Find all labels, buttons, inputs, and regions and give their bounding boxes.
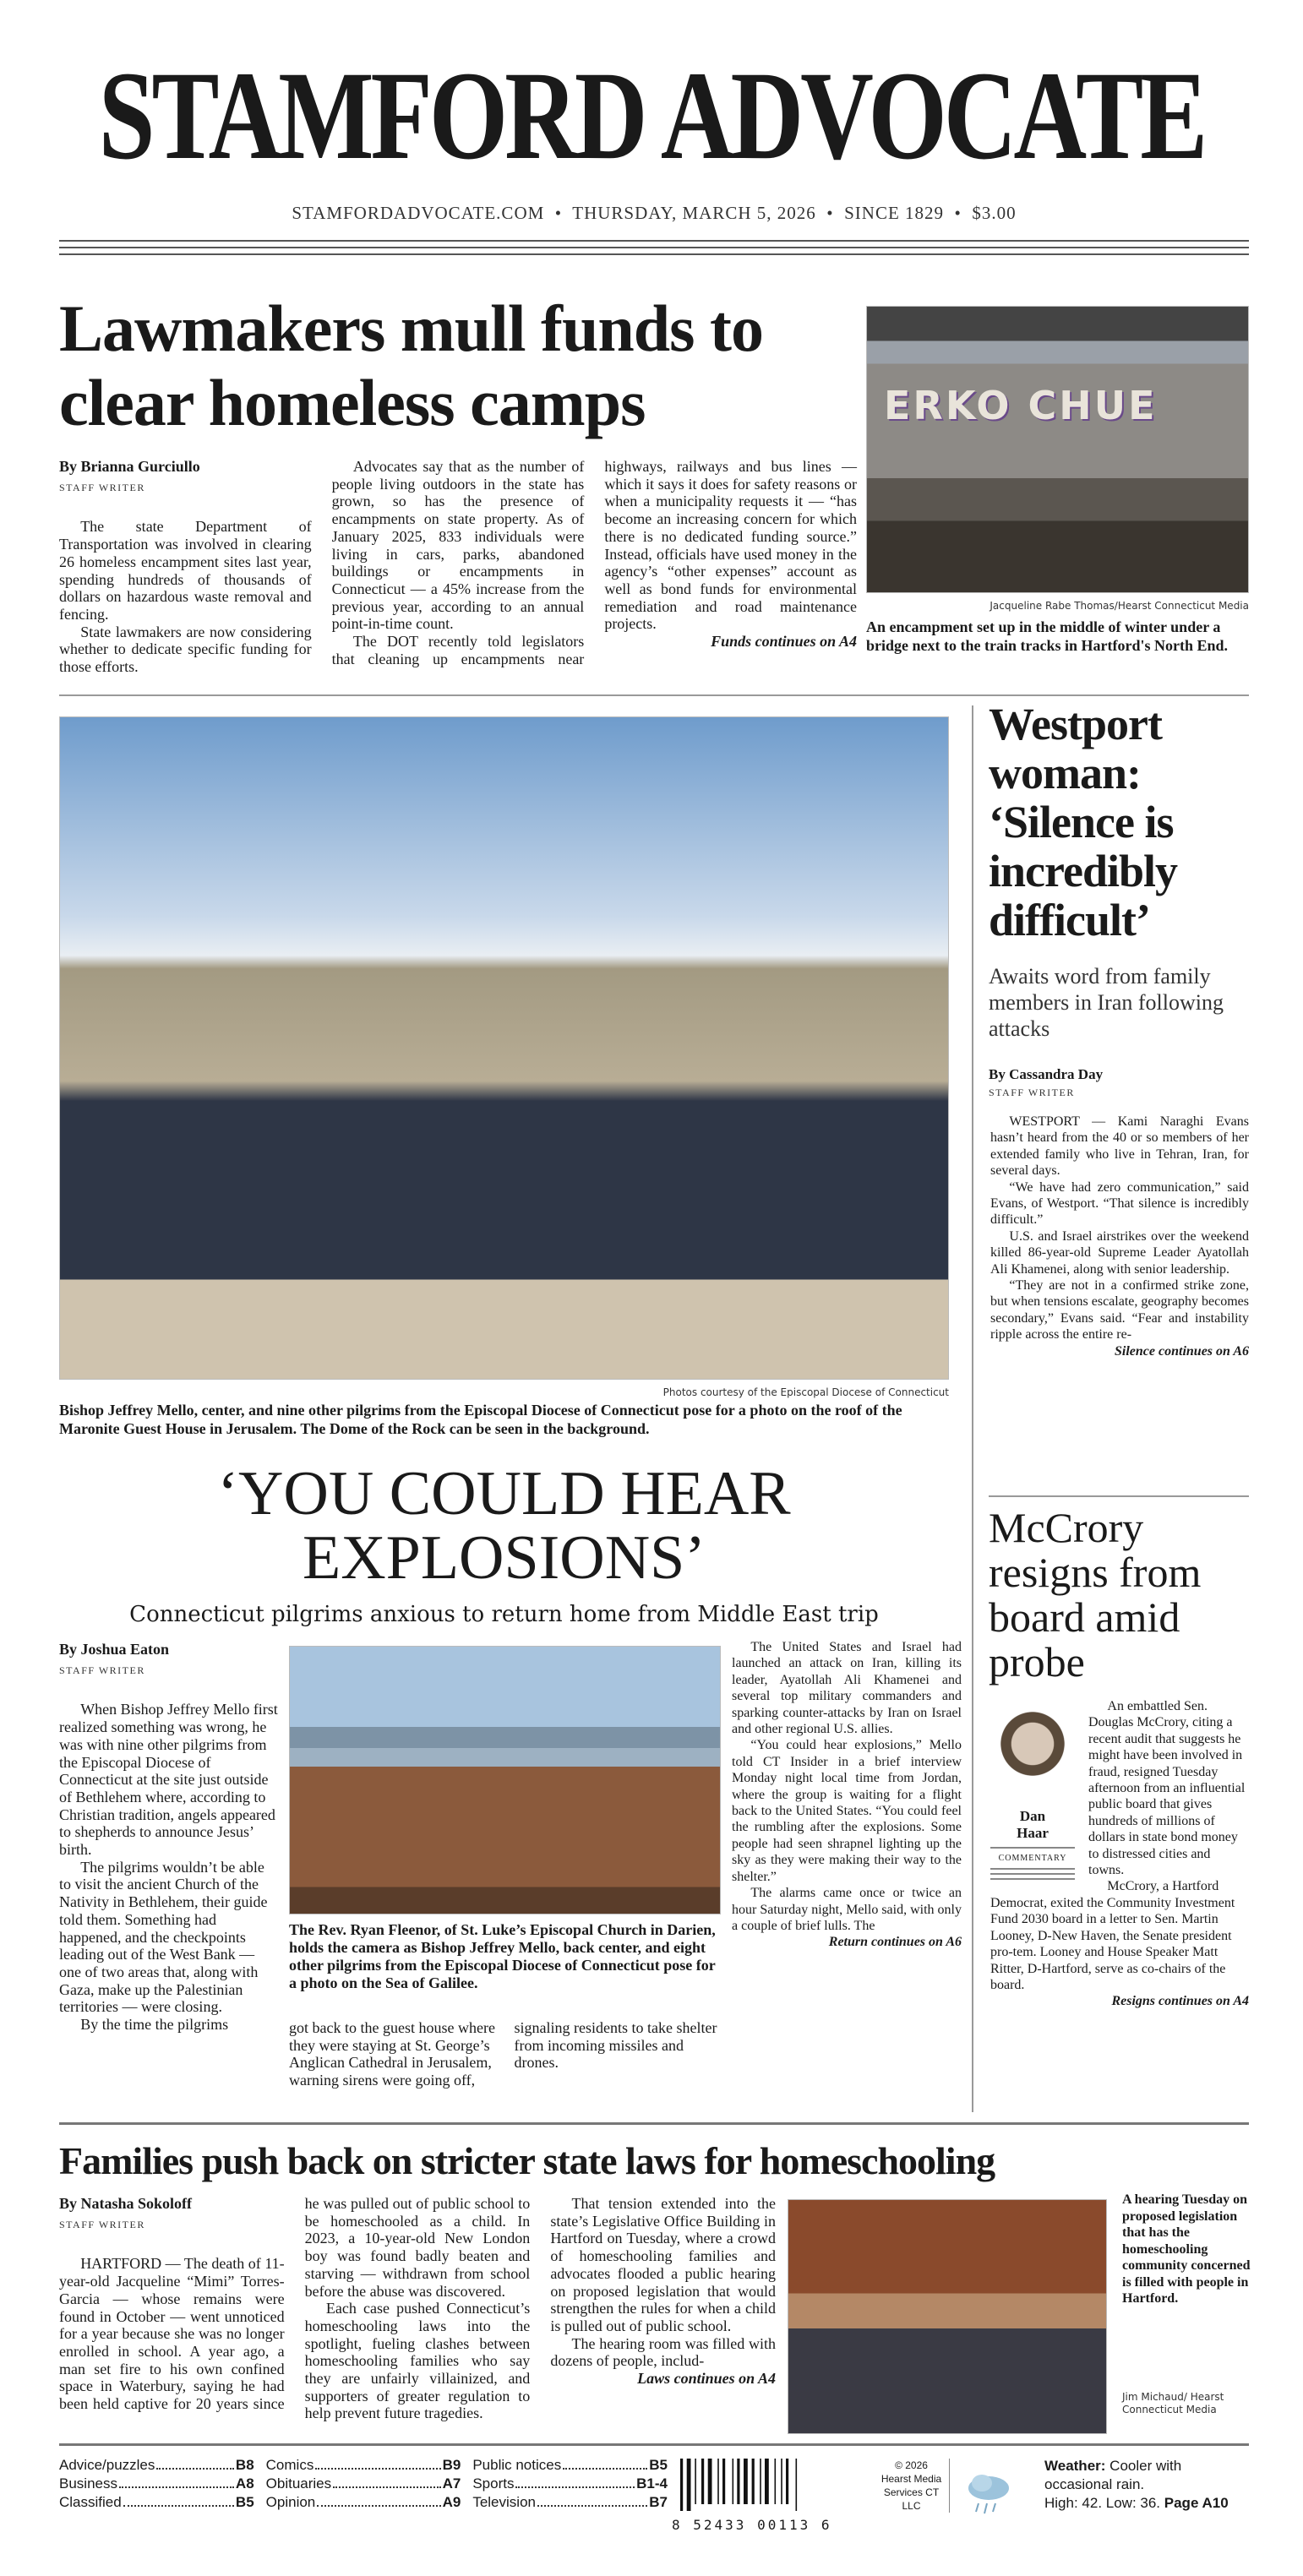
graffiti: ERKO CHUE [884, 383, 1158, 428]
homeschool-body: By Natasha Sokoloff STAFF WRITER HARTFORD — The death of 11-year-old Jacqueline “Mimi” Torres-Garcia — whose remains were found in October — went unnoticed for a year because she was no longer enrolled in school. A year ago, a man set fire to his own confined space in Waterbury, saying he had been held captive for 20 years since he was pulled out of public school to be homeschooled as a child. In 2023, a 10-year-old New London boy was found badly beaten and starving — withdrawn from school before the abuse was discovered. Each case pushed Connecticut’s homeschooling laws into the spotlight, fueling clashes between homeschooling families who say they are unfairly villainized, and supporters of greater regulation to help prevent future tragedies. That tension extended into the state’s Legislative Office Building in Hartford on Tuesday, where a crowd of homeschooling families and advocates flooded a public hearing on proposed legislation that would strengthen the rules for when a child is pulled out of public school. The hearing room was filled with dozens of people, includ- Laws continues on A4 [59, 2195, 776, 2422]
section-index [59, 2456, 668, 2512]
photo-credit: Jacqueline Rabe Thomas/Hearst Connecticut Media [990, 600, 1249, 612]
barcode-bar [765, 2459, 769, 2504]
photo-caption: An encampment set up in the middle of winter under a bridge next to the train tracks in Hartford's North End. [866, 618, 1228, 654]
index-item[interactable]: Classified B5 [59, 2494, 254, 2510]
divider [59, 247, 1249, 248]
westport-headline[interactable]: Westport woman: ‘Silence is incredibly difficult’ [989, 699, 1178, 945]
pilgrims-body-col2: got back to the guest house where they were staying at St. George’s Anglican Cathedral in Jerusalem, warning sirens were going off, signaling residents to take shelter from incoming missiles and drones. [289, 2019, 717, 2089]
jump-link[interactable]: Resigns continues on A4 [1111, 1994, 1249, 2009]
divider [989, 1495, 1249, 1497]
lead-body: By Brianna Gurciullo STAFF WRITER The state Department of Transportation was involved in clearing 26 homeless encampment sites last year, spending hundreds of thousands of dollars on hazardous waste removal and fencing. State lawmakers are now considering whether to dedicate specific funding for those efforts. Advocates say that as the number of people living outdoors in the state has grown, so has the presence of encampments on state property. As of January 2025, 833 individuals were living in cars, parks, abandoned buildings or encampments in Connecticut — a 45% increase from the previous year, according to an annual point-in-time count. The DOT recently told legislators that cleaning up encampments near highways, railways and bus lines — which it says it does for safety reasons or when a municipality requests it — “has become an increasing concern for which there is no dedicated funding source.” Instead, officials have used money in the agency’s “other expenses” account as well as bond funds for environmental remediation and road maintenance projects. Funds continues on A4 [59, 458, 857, 676]
byline-role: STAFF WRITER [59, 1664, 145, 1676]
divider [59, 253, 1249, 255]
pilgrims-headline[interactable]: ‘YOU COULD HEAR EXPLOSIONS’ [217, 1459, 791, 1593]
pilgrims-photo[interactable] [59, 716, 949, 1380]
index-item[interactable]: Television B7 [472, 2494, 668, 2510]
boat-photo[interactable] [289, 1646, 721, 1914]
byline-box [59, 458, 312, 496]
barcode-bar [717, 2459, 719, 2504]
byline-box [59, 2195, 285, 2233]
divider [59, 2443, 1249, 2446]
barcode-bar [687, 2459, 691, 2511]
byline: By Cassandra Day [989, 1066, 1104, 1082]
mccrory-story: Dan Haar COMMENTARY An embattled Sen. Douglas McCrory, citing a recent audit that suggests he might have been involved in fraud, resigned Tuesday afternoon from an influential public board that gives hundreds of millions of dollars in state bond money to distressed cities and towns. McCrory, a Hartford Democrat, exited the Community Investment Fund 2030 board in a letter to Sen. Martin Looney, D-New Haven, the Senate president pro-tem. Looney and House Speaker Matt Ritter, D-Hartford, serve as co-chairs of the board. Resigns continues on A4 [990, 1699, 1249, 2009]
price: $3.00 [972, 203, 1017, 223]
barcode-bar [796, 2459, 798, 2511]
byline: By Brianna Gurciullo [59, 458, 200, 475]
encampment-photo[interactable] [866, 306, 1249, 593]
lead-headline[interactable]: Lawmakers mull funds to clear homeless camps [59, 291, 763, 439]
jump-link[interactable]: Funds continues on A4 [711, 633, 857, 651]
columnist-name: Dan Haar [1017, 1808, 1049, 1841]
copyright: © 2026 Hearst Media Services CT LLC [879, 2459, 950, 2513]
byline-box [59, 1641, 279, 1679]
barcode-bar [733, 2459, 734, 2504]
index-item[interactable]: Advice/puzzles B8 [59, 2457, 254, 2473]
barcode-bar [744, 2459, 748, 2504]
barcode-bar [781, 2459, 782, 2504]
byline-role: STAFF WRITER [59, 481, 145, 493]
index-item[interactable]: Public notices B5 [472, 2457, 668, 2473]
columnist-box [990, 1698, 1075, 1880]
index-item[interactable]: Obituaries A7 [265, 2475, 461, 2492]
byline-role: STAFF WRITER [989, 1086, 1075, 1098]
barcode-bar [786, 2459, 788, 2504]
columnist-avatar [990, 1698, 1075, 1800]
column-divider [972, 705, 973, 2112]
weather-page-link[interactable]: Page A10 [1164, 2495, 1229, 2511]
jump-link[interactable]: Silence continues on A6 [1115, 1343, 1249, 1359]
pilgrims-body-col3: The United States and Israel had launched an attack on Iran, killing its leader, Ayatollah Ali Khamenei and several top military commanders and sparking counter-attacks by Iran on Israel and other regional U.S. allies. “You could hear explosions,” Mello told CT Insider in a brief interview Monday night local time from Jordan, where the group is waiting for a flight back to the United States. “You could feel the rumbling after the explosions. Some people had seen shrapnel lighting up the sky as they were making their way to the shelter.” The alarms came once or twice an hour Saturday night, Mello said, with only a couple of brief lulls. The Return continues on A6 [732, 1640, 962, 1950]
barcode-digits: 8 52433 00113 6 [672, 2517, 832, 2533]
homeschool-headline[interactable]: Families push back on stricter state laws for homeschooling [59, 2139, 995, 2182]
jump-link[interactable]: Laws continues on A4 [637, 2370, 776, 2388]
barcode [672, 2459, 866, 2533]
byline-role: STAFF WRITER [59, 2218, 145, 2230]
hearing-photo[interactable] [788, 2199, 1107, 2434]
index-item[interactable]: Business A8 [59, 2475, 254, 2492]
barcode-bar [680, 2459, 683, 2511]
photo-credit: Jim Michaud/ Hearst Connecticut Media [1122, 2391, 1224, 2415]
westport-body: WESTPORT — Kami Naraghi Evans hasn’t heard from the 40 or so members of her extended family who live in Tehran, Iran, for several days. “We have had zero communication,” said Evans, of Westport. “That silence is incredibly difficult.” U.S. and Israel airstrikes over the weekend killed 86-year-old Supreme Leader Ayatollah Ali Khamenei, along with senior leadership. “They are not in a confirmed strike zone, but when tensions escalate, geography becomes secondary,” Evans said. “Fear and instability ripple across the entire re- Silence continues on A6 [990, 1114, 1249, 1359]
photo-caption: A hearing Tuesday on proposed legislation that has the homeschooling community concerned is filled with people in Hartford. [1122, 2192, 1251, 2306]
photo-credit: Photos courtesy of the Episcopal Diocese of Connecticut [662, 1386, 949, 1398]
barcode-bar [695, 2459, 696, 2504]
barcode-bar [708, 2459, 712, 2504]
barcode-bar [775, 2459, 777, 2504]
site-link[interactable]: STAMFORDADVOCATE.COM [292, 203, 545, 223]
masthead-title: STAMFORD ADVOCATE [98, 46, 1205, 186]
index-item[interactable]: Opinion A9 [265, 2494, 461, 2510]
pilgrims-body-col1: By Joshua Eaton STAFF WRITER When Bishop Jeffrey Mello first realized something was wrong, he was with nine other pilgrims from the Episcopal Diocese of Connecticut at the site just outside of Bethlehem where, according to Christian tradition, angels appeared to shepherds to announce Jesus’ birth. The pilgrims wouldn’t be able to visit the ancient Church of the Nativity in Bethlehem, their guide told them. Something had happened, and the checkpoints leading out of the West Bank — one of two areas that, along with Gaza, make up the Palestinian territories — were closing. By the time the pilgrims [59, 1641, 278, 2034]
edition-date: THURSDAY, MARCH 5, 2026 [572, 203, 816, 223]
westport-deck: Awaits word from family members in Iran following attacks [989, 964, 1224, 1041]
index-item[interactable]: Sports B1-4 [472, 2475, 668, 2492]
pilgrims-deck: Connecticut pilgrims anxious to return home from Middle East trip [129, 1602, 879, 1627]
divider [59, 240, 1249, 242]
barcode-bar [760, 2459, 761, 2504]
mccrory-headline[interactable]: McCrory resigns from board amid probe [989, 1504, 1202, 1686]
barcode-bar [701, 2459, 704, 2504]
index-item[interactable]: Comics B9 [265, 2457, 461, 2473]
byline: By Natasha Sokoloff [59, 2195, 193, 2212]
jump-link[interactable]: Return continues on A6 [828, 1935, 962, 1950]
photo-caption: Bishop Jeffrey Mello, center, and nine other pilgrims from the Episcopal Diocese of Connecticut pose for a photo on the roof of the Maronite Guest House in Jerusalem. The Dome of the Rock can be seen in the background. [59, 1402, 902, 1437]
divider [59, 2122, 1249, 2125]
rain-cloud-icon [963, 2471, 1014, 2513]
photo-caption: The Rev. Ryan Fleenor, of St. Luke’s Episcopal Church in Darien, holds the camera as Bishop Jeffrey Mello, back center, and eight other pilgrims from the Episcopal Diocese of Connecticut pose for a photo on the Sea of Galilee. [289, 1921, 716, 1991]
weather: Weather: Cooler with occasional rain. High: 42. Low: 36. Page A10 [1044, 2458, 1229, 2511]
since: SINCE 1829 [844, 203, 945, 223]
masthead-info: STAMFORDADVOCATE.COM • THURSDAY, MARCH 5, 2026 • SINCE 1829 • $3.00 [292, 203, 1017, 223]
barcode-bar [737, 2459, 739, 2504]
byline: By Joshua Eaton [59, 1641, 170, 1658]
barcode-bar [752, 2459, 755, 2504]
divider [59, 694, 1249, 696]
commentary-label: COMMENTARY [990, 1847, 1075, 1870]
barcode-bar [722, 2459, 725, 2504]
